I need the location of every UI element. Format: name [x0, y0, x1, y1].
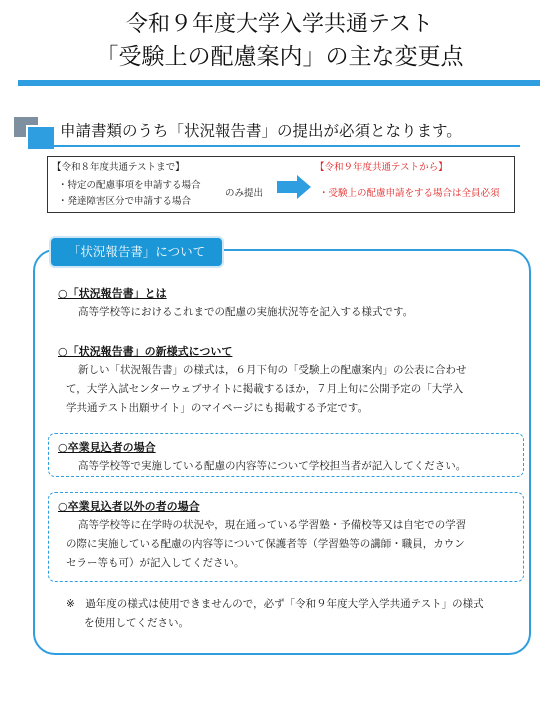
block-text: の際に実施している配慮の内容等について保護者等（学習塾等の講師・職員，カウン	[66, 538, 465, 550]
section-squares-icon	[14, 117, 54, 147]
new-rule-item: ・受験上の配慮申請をする場合は全員必須	[319, 188, 500, 199]
new-rule-title: 【令和９年度共通テストから】	[315, 162, 448, 173]
block-heading: ○卒業見込者以外の者の場合	[58, 500, 200, 513]
block-text: セラー等も可）が記入してください。	[66, 557, 245, 569]
page-title-line2: 「受験上の配慮案内」の主な変更点	[95, 44, 464, 70]
comparison-box	[47, 156, 515, 213]
note-text: ※ 過年度の様式は使用できませんので，必ず「令和９年度大学入学共通テスト」の様式	[66, 598, 484, 610]
block-text: 新しい「状況報告書」の様式は，６月下旬の「受験上の配慮案内」の公表に合わせ	[78, 364, 467, 376]
old-rule-title: 【令和８年度共通テストまで】	[52, 162, 185, 173]
block-text: て，大学入試センターウェブサイトに掲載するほか，７月上旬に公開予定の「大学入	[66, 383, 464, 395]
block-text: 高等学校等に在学時の状況や，現在通っている学習塾・予備校等又は自宅での学習	[78, 519, 467, 531]
old-rule-item: ・特定の配慮事項を申請する場合	[58, 180, 201, 191]
old-rule-item: ・発達障害区分で申請する場合	[58, 196, 192, 207]
panel-tab-label: 「状況報告書」について	[49, 236, 224, 268]
block-heading: ○「状況報告書」とは	[58, 287, 167, 300]
note-text: を使用してください。	[84, 617, 189, 629]
block-text: 高等学校等で実施している配慮の内容等について学校担当者が記入してください。	[78, 460, 467, 472]
page-title-line1: 令和９年度大学入学共通テスト	[125, 12, 434, 37]
section-heading: 申請書類のうち「状況報告書」の提出が必須となります。	[60, 122, 462, 140]
block-text: 高等学校等におけるこれまでの配慮の実施状況等を記入する様式です。	[78, 306, 414, 318]
section-underline	[42, 145, 520, 147]
block-heading: ○「状況報告書」の新様式について	[58, 345, 233, 358]
block-text: 学共通テスト出願サイト」のマイページにも掲載する予定です。	[66, 402, 369, 414]
old-rule-suffix: のみ提出	[225, 188, 264, 199]
block-heading: ○卒業見込者の場合	[58, 441, 156, 454]
arrow-right-icon	[277, 175, 311, 199]
title-underline	[18, 80, 540, 86]
